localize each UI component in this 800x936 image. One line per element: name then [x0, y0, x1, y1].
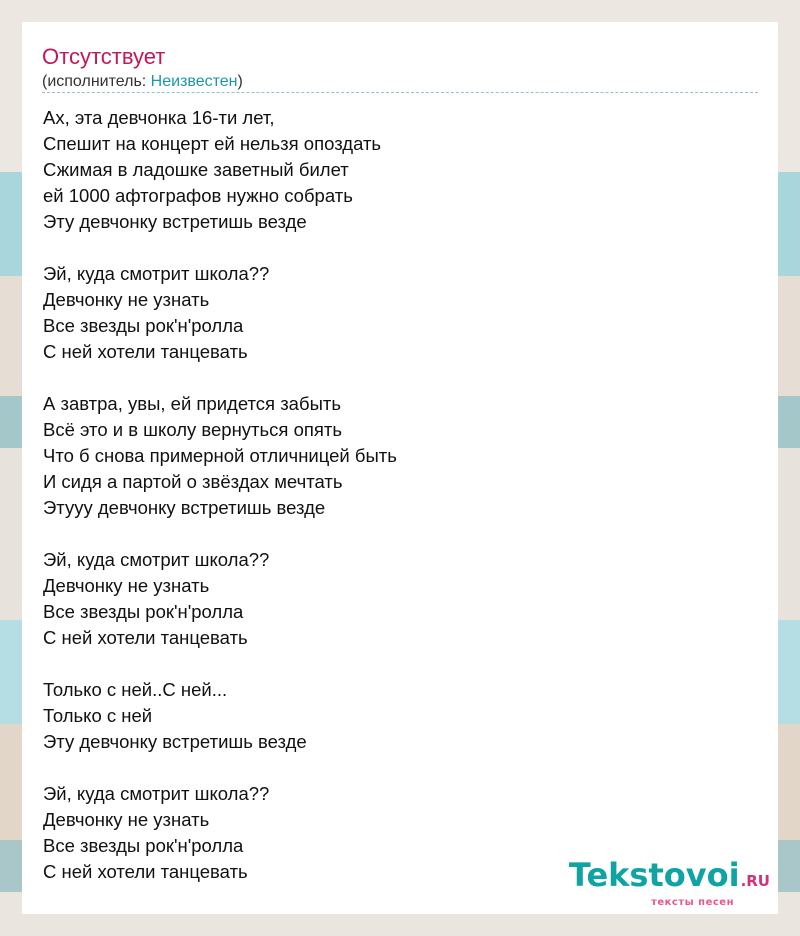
- lyric-line: И сидя а партой о звёздах мечтать: [43, 471, 343, 492]
- lyric-line: Все звезды рок'н'ролла: [43, 835, 244, 856]
- logo-wordmark: [569, 858, 770, 898]
- site-logo[interactable]: [569, 858, 770, 908]
- lyric-line: С ней хотели танцевать: [43, 861, 248, 882]
- artist-suffix: ): [237, 73, 243, 90]
- lyric-line: Эту девчонку встретишь везде: [43, 211, 307, 232]
- logo-tagline: тексты песен: [651, 897, 734, 908]
- lyric-line: Девчонку не узнать: [43, 809, 210, 830]
- logo-tld: .RU: [740, 872, 770, 890]
- lyric-line: Всё это и в школу вернуться опять: [43, 419, 343, 440]
- lyric-line: Что б снова примерной отличницей быть: [43, 445, 397, 466]
- lyric-line: Девчонку не узнать: [43, 289, 210, 310]
- artist-link[interactable]: Неизвестен: [150, 73, 238, 90]
- lyric-line: ей 1000 афтографов нужно собрать: [43, 185, 353, 206]
- lyric-line: С ней хотели танцевать: [43, 627, 248, 648]
- lyric-line: Все звезды рок'н'ролла: [43, 315, 244, 336]
- lyric-line: Все звезды рок'н'ролла: [43, 601, 244, 622]
- lyric-line: Девчонку не узнать: [43, 575, 210, 596]
- lyrics-body: [43, 105, 763, 885]
- artist-line: [42, 72, 243, 92]
- stanza-break: [43, 235, 763, 261]
- lyric-line: Эй, куда смотрит школа??: [43, 263, 270, 284]
- lyric-line: Эй, куда смотрит школа??: [43, 549, 270, 570]
- lyric-line: Эй, куда смотрит школа??: [43, 783, 270, 804]
- lyric-line: Ах, эта девчонка 16-ти лет,: [43, 107, 275, 128]
- lyrics-card: [22, 22, 778, 914]
- lyric-line: Только с ней..С ней...: [43, 679, 228, 700]
- logo-name: Tekstovoi: [568, 856, 740, 894]
- lyric-line: С ней хотели танцевать: [43, 341, 248, 362]
- stanza-break: [43, 521, 763, 547]
- stanza-break: [43, 365, 763, 391]
- song-title: Отсутствует: [42, 44, 166, 69]
- lyric-line: Только с ней: [43, 705, 153, 726]
- lyric-line: Эту девчонку встретишь везде: [43, 731, 307, 752]
- stanza-break: [43, 651, 763, 677]
- lyric-line: Спешит на концерт ей нельзя опоздать: [43, 133, 382, 154]
- lyric-line: Этууу девчонку встретишь везде: [43, 497, 326, 518]
- stanza-break: [43, 755, 763, 781]
- lyric-line: А завтра, увы, ей придется забыть: [43, 393, 341, 414]
- artist-prefix: (исполнитель:: [42, 73, 151, 90]
- divider: [42, 92, 758, 93]
- lyric-line: Сжимая в ладошке заветный билет: [43, 159, 349, 180]
